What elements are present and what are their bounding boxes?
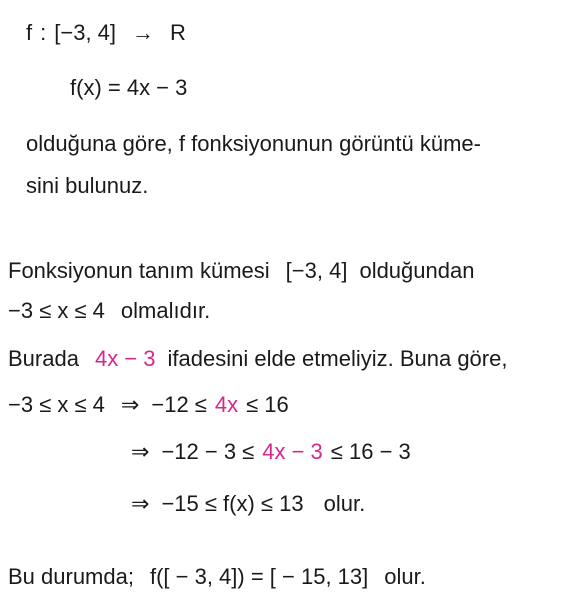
implies-arrow: ⇒ xyxy=(120,392,140,417)
solution-line-3: Burada 4x − 3 ifadesini elde etmeliyiz. Buna göre, xyxy=(8,346,508,371)
domain-inequality: −3 ≤ x ≤ 4 xyxy=(8,298,105,323)
codomain: R xyxy=(170,20,186,45)
mapping-colon: : xyxy=(40,20,47,45)
question-text-line-1: olduğuna göre, f fonksiyonunun görüntü küme- xyxy=(26,131,481,156)
highlight-4x-minus-3: 4x − 3 xyxy=(262,439,323,464)
solution-line-1: Fonksiyonun tanım kümesi [−3, 4] olduğundan xyxy=(8,258,475,283)
solution-step-2: ⇒ −12 − 3 ≤ 4x − 3 ≤ 16 − 3 xyxy=(131,439,411,464)
function-rule: f(x) = 4x − 3 xyxy=(70,75,188,100)
function-name: f xyxy=(26,20,33,45)
implies-arrow: ⇒ xyxy=(131,439,150,464)
domain-interval: [−3, 4] xyxy=(54,20,117,45)
solution-conclusion: Bu durumda; f([ − 3, 4]) = [ − 15, 13] olur. xyxy=(8,564,426,589)
mapping-arrow: → xyxy=(132,20,155,45)
solution-step-1: −3 ≤ x ≤ 4 ⇒ −12 ≤ 4x ≤ 16 xyxy=(8,392,289,417)
target-expression: 4x − 3 xyxy=(94,346,156,371)
highlight-4x: 4x xyxy=(214,392,239,417)
domain-interval: [−3, 4] xyxy=(285,258,348,283)
question-text-line-2: sini bulunuz. xyxy=(26,173,149,198)
implies-arrow: ⇒ xyxy=(131,491,150,516)
solution-step-3: ⇒ −15 ≤ f(x) ≤ 13 olur. xyxy=(131,491,366,516)
solution-line-2: −3 ≤ x ≤ 4 olmalıdır. xyxy=(8,298,211,323)
function-mapping xyxy=(26,22,186,44)
range-result: f([ − 3, 4]) = [ − 15, 13] xyxy=(149,564,369,589)
